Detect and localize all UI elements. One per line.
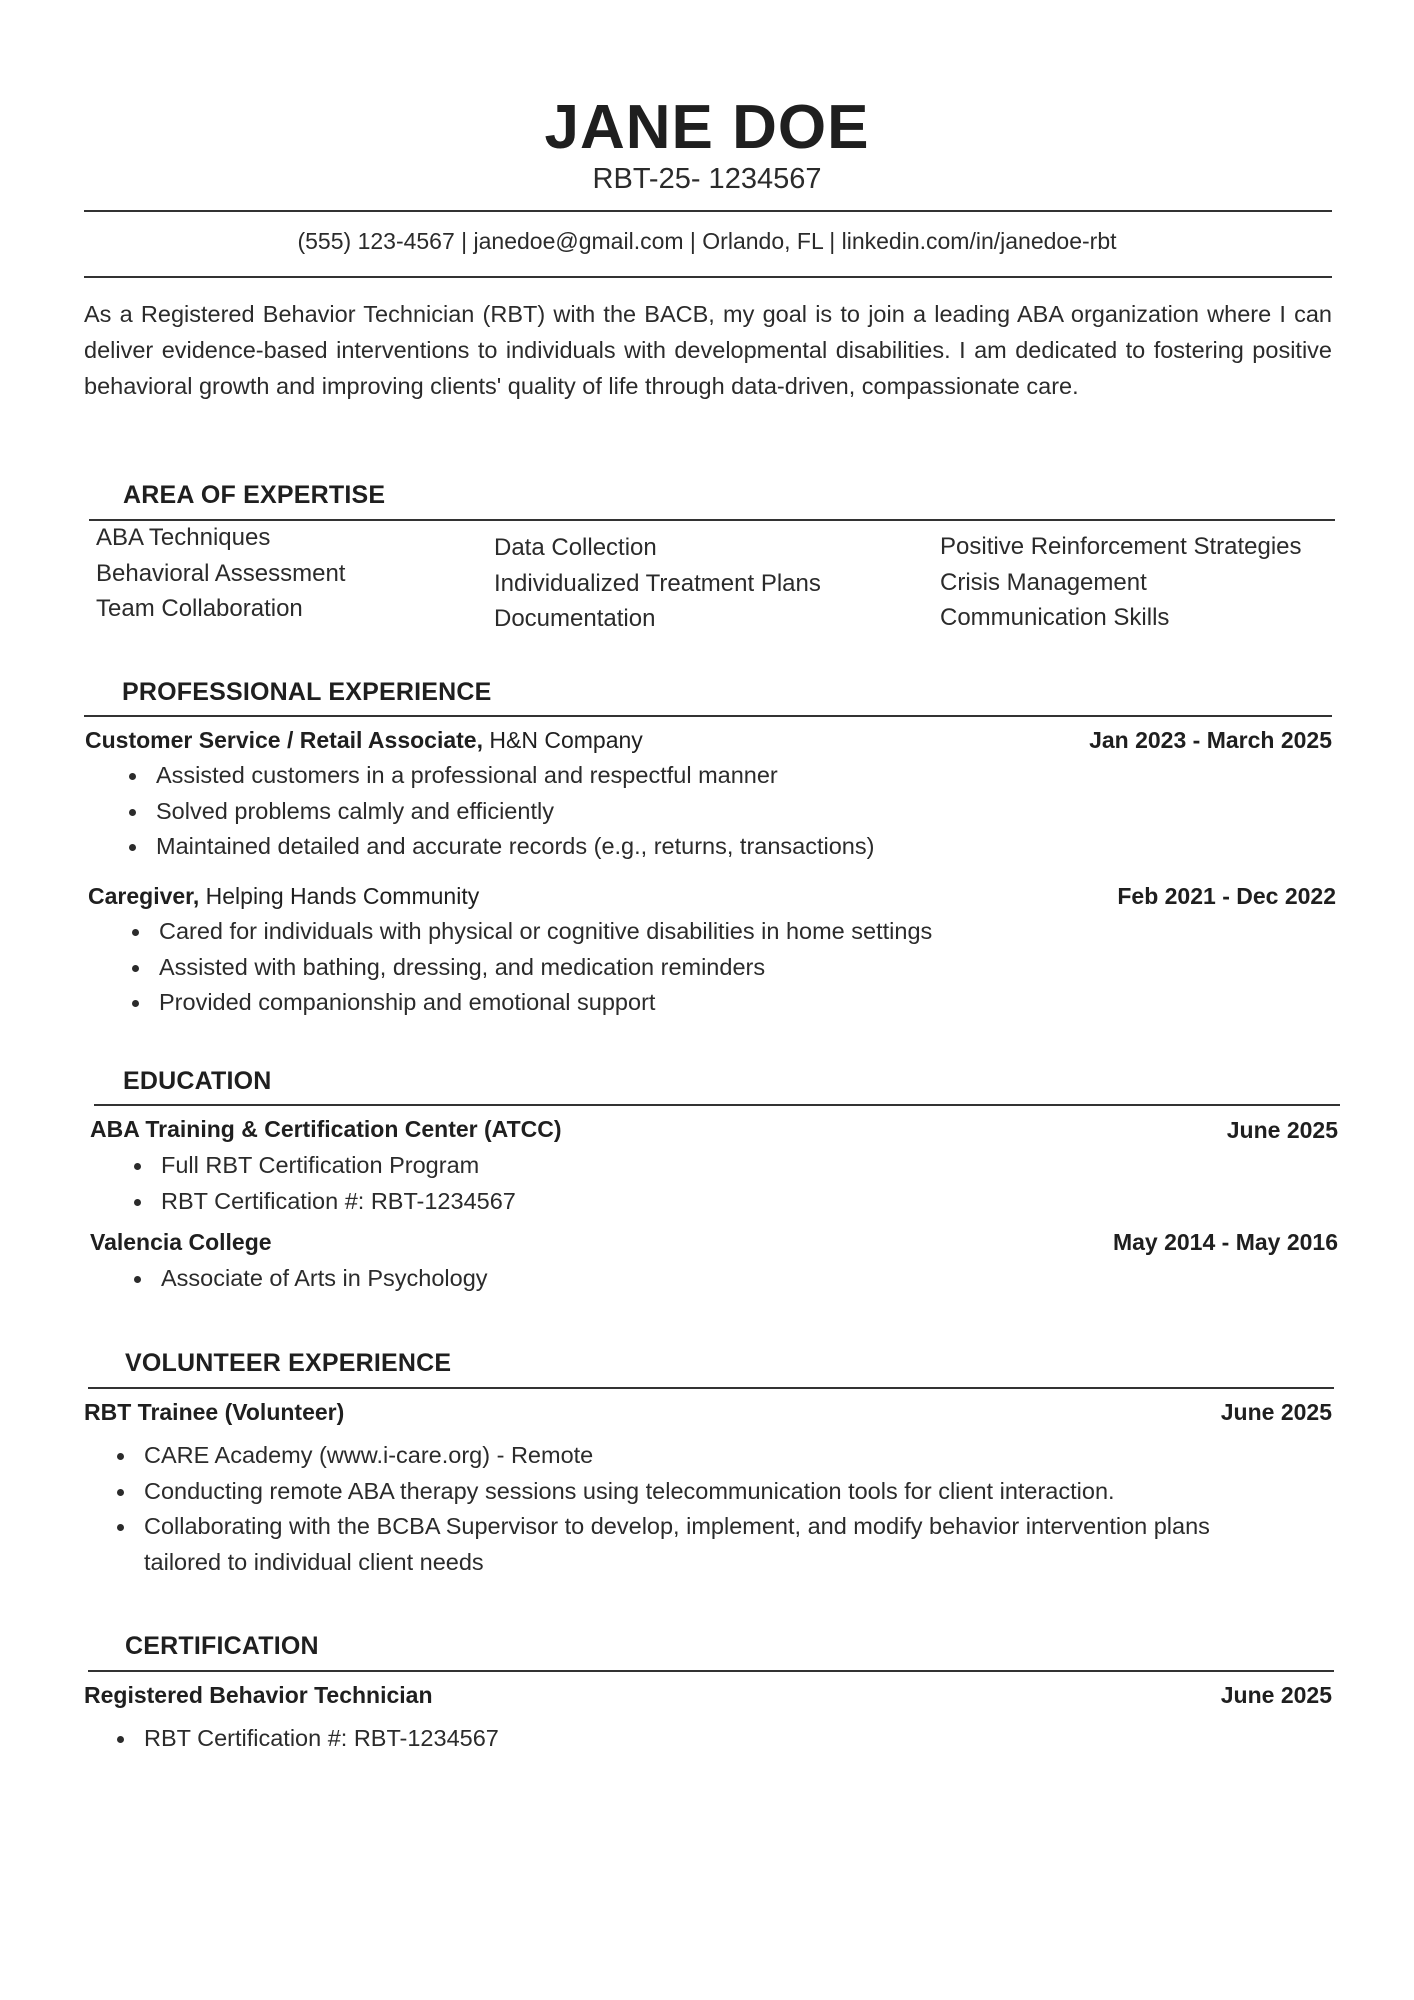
expertise-item: Communication Skills	[940, 604, 1170, 631]
certification-divider	[88, 1670, 1334, 1672]
expertise-item: Documentation	[494, 605, 656, 632]
summary-paragraph: As a Registered Behavior Technician (RBT) with the BACB, my goal is to join a leading ABA organization where I can deliver evidence-based interventions to individuals with developmental disabilities. I am dedicated to fostering positive behavioral growth and improving clients' quality of life through data-driven, compassionate care.	[84, 301, 1332, 399]
job-dates: Feb 2021 - Dec 2022	[1117, 883, 1336, 909]
job-company: H&N Company	[483, 727, 643, 753]
expertise-item: Individualized Treatment Plans	[494, 569, 821, 597]
expertise-column-1	[96, 520, 345, 627]
certification-bullets	[110, 1721, 499, 1757]
bullet-item: Provided companionship and emotional support	[125, 985, 932, 1021]
bullet-item: Conducting remote ABA therapy sessions using telecommunication tools for client interaction.	[110, 1474, 1280, 1510]
bullet-item: Full RBT Certification Program	[127, 1148, 516, 1184]
certification-dates: June 2025	[1220, 1682, 1332, 1708]
section-title-education: EDUCATION	[123, 1067, 272, 1095]
school-name	[90, 1229, 272, 1256]
expertise-column-2	[494, 530, 821, 637]
bullet-item: CARE Academy (www.i-care.org) - Remote	[110, 1438, 1280, 1474]
expertise-item: Team Collaboration	[96, 595, 303, 622]
expertise-item: ABA Techniques	[96, 524, 271, 551]
bullet-item: Cared for individuals with physical or cognitive disabilities in home settings	[125, 914, 932, 950]
volunteer-bullets	[110, 1438, 1280, 1580]
bullet-item: Maintained detailed and accurate records (e.g., returns, transactions)	[122, 829, 874, 865]
volunteer-divider	[88, 1387, 1334, 1389]
certification-id: RBT-25- 1234567	[592, 163, 822, 195]
bullet-item: Solved problems calmly and efficiently	[122, 794, 874, 830]
expertise-item: Behavioral Assessment	[96, 559, 346, 587]
school-name-text: ABA Training & Certification Center (ATCC)	[90, 1116, 562, 1142]
school-bullets	[127, 1261, 488, 1297]
contact-line: (555) 123-4567 | janedoe@gmail.com | Orlando, FL | linkedin.com/in/janedoe-rbt	[297, 228, 1117, 254]
section-title-experience: PROFESSIONAL EXPERIENCE	[122, 678, 492, 706]
job-title-line	[85, 727, 643, 754]
job-role: Customer Service / Retail Associate,	[85, 727, 483, 753]
school-dates: May 2014 - May 2016	[1112, 1229, 1338, 1255]
education-divider	[94, 1104, 1340, 1106]
volunteer-role-text: RBT Trainee (Volunteer)	[84, 1399, 345, 1425]
bullet-item: Assisted with bathing, dressing, and medication reminders	[125, 950, 932, 986]
experience-divider	[84, 715, 1332, 717]
expertise-item: Data Collection	[494, 534, 657, 561]
school-dates: June 2025	[1226, 1117, 1338, 1143]
job-role: Caregiver,	[88, 883, 200, 909]
job-bullets	[122, 758, 874, 865]
header-divider-top	[84, 210, 1332, 212]
volunteer-dates: June 2025	[1220, 1399, 1332, 1425]
volunteer-role	[84, 1399, 344, 1426]
bullet-item: Assisted customers in a professional and respectful manner	[122, 758, 874, 794]
header-divider-bottom	[84, 276, 1332, 278]
section-title-expertise: AREA OF EXPERTISE	[123, 481, 386, 509]
expertise-column-3	[940, 529, 1302, 636]
certification-name-text: Registered Behavior Technician	[84, 1682, 433, 1708]
candidate-name: JANE DOE	[544, 93, 870, 162]
section-title-volunteer: VOLUNTEER EXPERIENCE	[125, 1349, 452, 1377]
expertise-item: Crisis Management	[940, 568, 1147, 596]
job-dates: Jan 2023 - March 2025	[1089, 727, 1332, 753]
bullet-item: Associate of Arts in Psychology	[127, 1261, 488, 1297]
expertise-item: Positive Reinforcement Strategies	[940, 533, 1302, 560]
job-title-line	[88, 883, 479, 910]
bullet-item: RBT Certification #: RBT-1234567	[127, 1184, 516, 1220]
section-title-certification: CERTIFICATION	[125, 1632, 319, 1660]
job-bullets	[125, 914, 932, 1021]
certification-name	[84, 1682, 433, 1709]
school-name-text: Valencia College	[90, 1229, 272, 1255]
job-company: Helping Hands Community	[199, 883, 480, 909]
bullet-item: Collaborating with the BCBA Supervisor to develop, implement, and modify behavior intervention plans tailored to individual client needs	[110, 1509, 1280, 1580]
school-name	[90, 1116, 562, 1143]
school-bullets	[127, 1148, 516, 1219]
bullet-item: RBT Certification #: RBT-1234567	[110, 1721, 499, 1757]
